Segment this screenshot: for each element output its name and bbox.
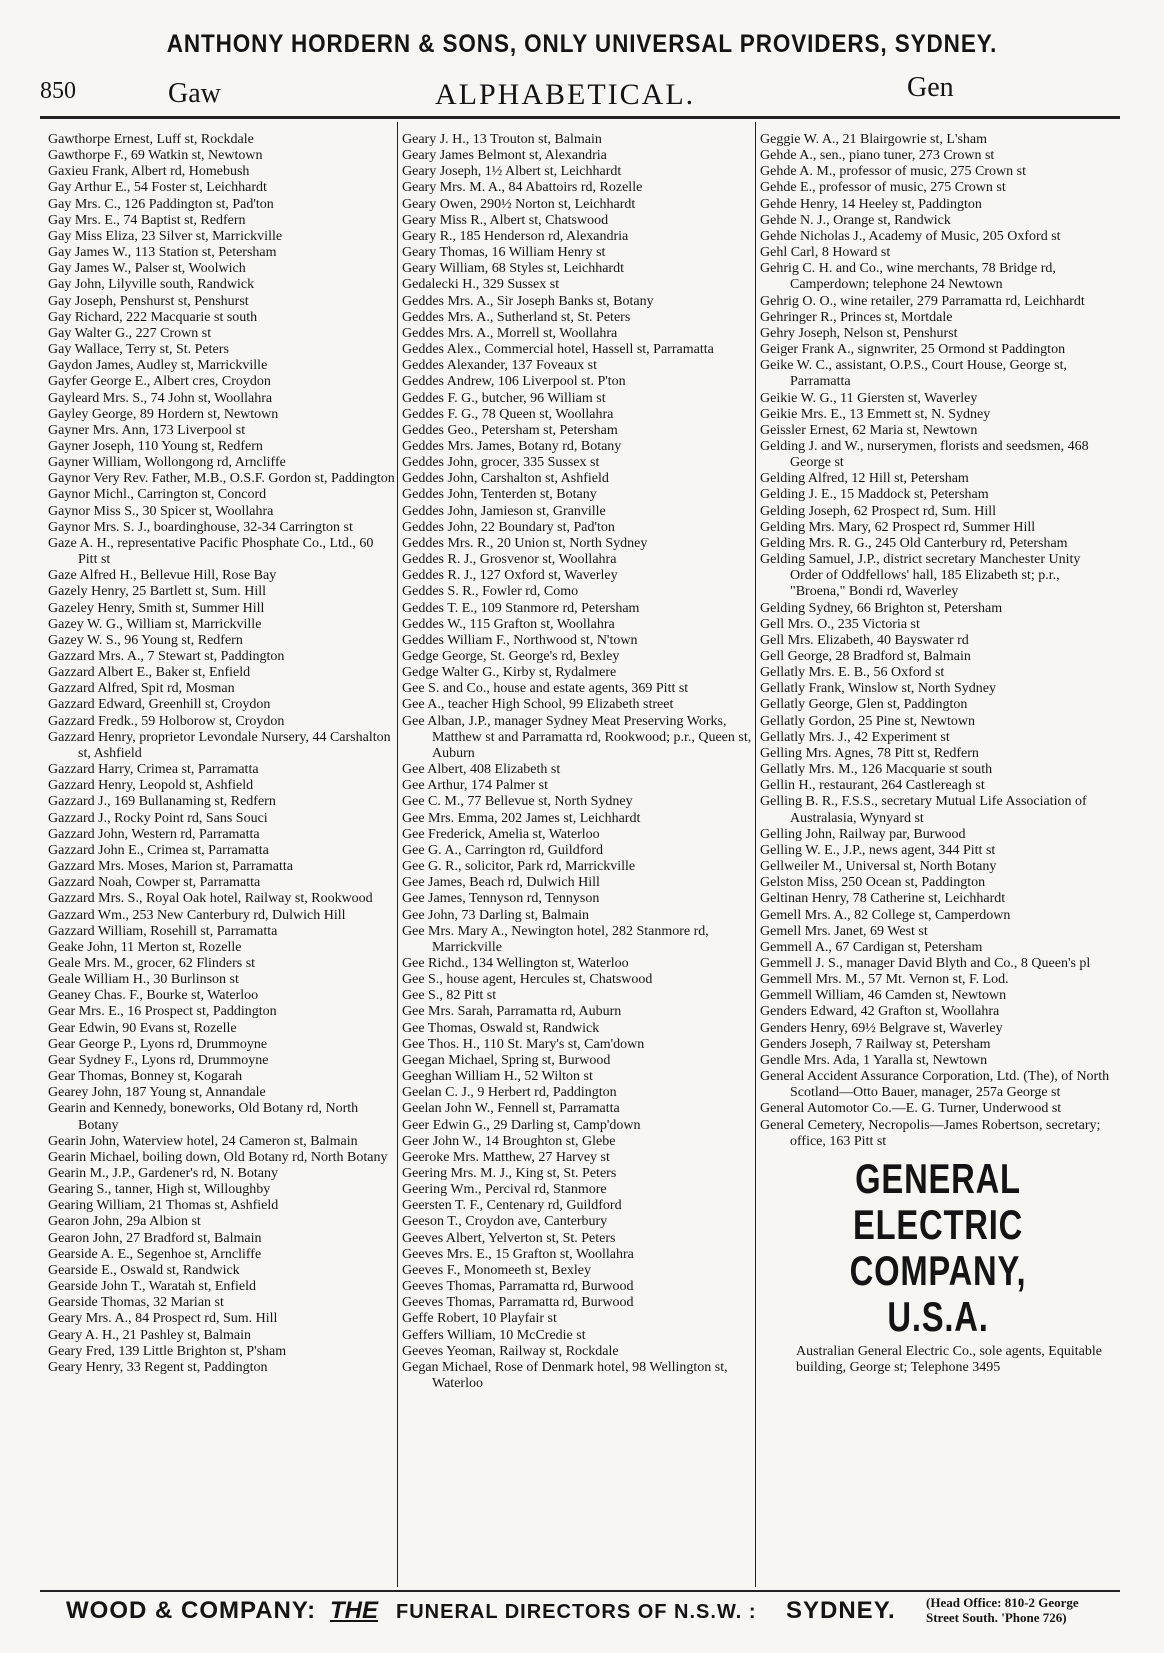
directory-entry: Gellatly Mrs. E. B., 56 Oxford st	[760, 665, 945, 681]
directory-entry: Geeves Yeoman, Railway st, Rockdale	[402, 1343, 619, 1359]
directory-entry: General Cemetery, Necropolis—James Robertson, secretary; office, 163 Pitt st	[760, 1117, 1101, 1149]
directory-entry: Geary Owen, 290½ Norton st, Leichhardt	[402, 196, 636, 212]
directory-entry: Gegan Michael, Rose of Denmark hotel, 98 Wellington st, Waterloo	[402, 1359, 728, 1392]
directory-entry: Gemmell Mrs. M., 57 Mt. Vernon st, F. Lod.	[760, 972, 1009, 988]
directory-entry: Gelding Sydney, 66 Brighton st, Petersham	[760, 600, 1003, 616]
directory-entry: Geeves Thomas, Parramatta rd, Burwood	[402, 1295, 634, 1311]
directory-entry: Gelding J. and W., nurserymen, florists and seedsmen, 468 George st	[760, 438, 1089, 471]
directory-entry: Gee G. A., Carrington rd, Guildford	[402, 842, 604, 858]
directory-entry: Gazzard J., 169 Bullanaming st, Redfern	[48, 794, 276, 810]
directory-entry: Gearside John T., Waratah st, Enfield	[48, 1279, 257, 1295]
directory-entry: Gehde Henry, 14 Heeley st, Paddington	[760, 196, 982, 212]
directory-entry: Gee James, Beach rd, Dulwich Hill	[402, 875, 600, 891]
directory-entry: Gelling John, Railway par, Burwood	[760, 826, 966, 842]
directory-entry: Gee Mrs. Sarah, Parramatta rd, Auburn	[402, 1004, 622, 1020]
directory-entry: Gearing S., tanner, High st, Willoughby	[48, 1182, 271, 1198]
directory-entry: Geeroke Mrs. Matthew, 27 Harvey st	[402, 1149, 610, 1165]
column-3-entries	[760, 132, 1116, 1150]
directory-entry: Gelding Alfred, 12 Hill st, Petersham	[760, 471, 969, 487]
directory-entry: Geggie W. A., 21 Blairgowrie st, L'sham	[760, 132, 988, 147]
directory-entry: Geary James Belmont st, Alexandria	[402, 148, 607, 164]
directory-entry: Gellatly Frank, Winslow st, North Sydney	[760, 681, 996, 697]
directory-entry: Geddes John, Tenterden st, Botany	[402, 487, 597, 503]
directory-entry: Gelding Joseph, 62 Prospect rd, Sum. Hill	[760, 503, 997, 519]
directory-column-2	[402, 132, 754, 1580]
directory-entry: Gazzard William, Rosehill st, Parramatta	[48, 923, 278, 939]
directory-entry: Geddes John, Jamieson st, Granville	[402, 503, 606, 519]
directory-entry: Gay John, Lilyville south, Randwick	[48, 277, 255, 293]
directory-entry: Geddes Alexander, 137 Foveaux st	[402, 358, 598, 374]
directory-entry: Geddes William F., Northwood st, N'town	[402, 632, 638, 648]
footer-rule	[40, 1590, 1120, 1592]
directory-entry: Gaynor Michl., Carrington st, Concord	[48, 487, 267, 503]
directory-entry: Gelding Samuel, J.P., district secretary Manchester Unity Order of Oddfellows' hall, 185 Elizabeth st; p.r., "Broena," Bondi rd, Waverley	[760, 552, 1081, 600]
directory-entry: Geikie W. G., 11 Giersten st, Waverley	[760, 390, 978, 406]
directory-entry: Geike W. C., assistant, O.P.S., Court House, George st, Parramatta	[760, 358, 1067, 390]
directory-entry: Gazzard Fredk., 59 Holborow st, Croydon	[48, 713, 285, 729]
directory-entry: Geersten T. F., Centenary rd, Guildford	[402, 1198, 622, 1214]
directory-entry: Gearin Michael, boiling down, Old Botany rd, North Botany	[48, 1149, 388, 1165]
directory-entry: Gee Thos. H., 110 St. Mary's st, Cam'down	[402, 1036, 645, 1052]
directory-entry: Gehl Carl, 8 Howard st	[760, 245, 891, 261]
directory-entry: Geddes S. R., Fowler rd, Como	[402, 584, 579, 600]
directory-entry: Geary Thomas, 16 William Henry st	[402, 245, 606, 261]
footer-office	[926, 1595, 1079, 1625]
directory-entry: Gee S. and Co., house and estate agents, 369 Pitt st	[402, 681, 689, 697]
directory-entry: Gelding Mrs. Mary, 62 Prospect rd, Summer Hill	[760, 519, 1036, 535]
directory-entry: Geddes F. G., 78 Queen st, Woollahra	[402, 406, 614, 422]
directory-entry: Gazzard Alfred, Spit rd, Mosman	[48, 681, 235, 697]
directory-entry: Gazzard Mrs. S., Royal Oak hotel, Railway st, Rookwood	[48, 891, 373, 907]
directory-entry: Geddes R. J., 127 Oxford st, Waverley	[402, 568, 618, 584]
directory-entry: Geddes Mrs. A., Morrell st, Woollahra	[402, 325, 618, 341]
directory-entry: Gay Joseph, Penshurst st, Penshurst	[48, 293, 249, 309]
directory-entry: Gee A., teacher High School, 99 Elizabeth street	[402, 697, 674, 713]
directory-entry: Gayley George, 89 Hordern st, Newtown	[48, 406, 279, 422]
directory-entry: Gaydon James, Audley st, Marrickville	[48, 358, 268, 374]
directory-entry: Geeson T., Croydon ave, Canterbury	[402, 1214, 608, 1230]
footer-office-line-1: (Head Office: 810-2 George	[926, 1595, 1079, 1610]
directory-entry: Gearing William, 21 Thomas st, Ashfield	[48, 1198, 279, 1214]
advert-title: GENERAL ELECTRIC COMPANY, U.S.A.	[849, 1154, 1027, 1340]
directory-entry: Geddes Mrs. R., 20 Union st, North Sydney	[402, 535, 648, 551]
directory-entry: Gedalecki H., 329 Sussex st	[402, 277, 560, 293]
last-catchword: Gen	[907, 72, 954, 103]
directory-entry: Gee Richd., 134 Wellington st, Waterloo	[402, 955, 629, 971]
directory-entry: Gell Mrs. O., 235 Victoria st	[760, 616, 920, 632]
directory-entry: Geary Fred, 139 Little Brighton st, P'sham	[48, 1343, 287, 1359]
directory-entry: Gazzard Edward, Greenhill st, Croydon	[48, 697, 271, 713]
advert-body: Australian General Electric Co., sole agents, Equitable building, George st; Telephone 3495	[796, 1343, 1102, 1376]
directory-entry: Gee S., 82 Pitt st	[402, 988, 497, 1004]
directory-entry: Geale William H., 30 Burlinson st	[48, 972, 239, 988]
directory-entry: Geddes F. G., butcher, 96 William st	[402, 390, 606, 406]
directory-entry: Gendle Mrs. Ada, 1 Yaralla st, Newtown	[760, 1052, 988, 1068]
directory-entry: Gazzard Henry, Leopold st, Ashfield	[48, 778, 254, 794]
directory-entry: Geer Edwin G., 29 Darling st, Camp'down	[402, 1117, 641, 1133]
directory-entry: Genders Joseph, 7 Railway st, Petersham	[760, 1036, 991, 1052]
directory-entry: Gee Alban, J.P., manager Sydney Meat Preserving Works, Matthew st and Parramatta rd, Rookwood; p.r., Queen st, Auburn	[402, 713, 752, 761]
directory-entry: Gelling Mrs. Agnes, 78 Pitt st, Redfern	[760, 745, 979, 761]
directory-entry: Geary Joseph, 1½ Albert st, Leichhardt	[402, 164, 622, 180]
directory-entry: Geddes Mrs. A., Sutherland st, St. Peters	[402, 309, 631, 325]
directory-entry: Gay James W., 113 Station st, Petersham	[48, 245, 277, 261]
directory-entry: Gayleard Mrs. S., 74 John st, Woollahra	[48, 390, 273, 406]
directory-entry: Geelan C. J., 9 Herbert rd, Paddington	[402, 1085, 617, 1101]
directory-entry: Gay Mrs. E., 74 Baptist st, Redfern	[48, 212, 246, 228]
directory-entry: Gearside A. E., Segenhoe st, Arncliffe	[48, 1246, 262, 1262]
directory-entry: Gayner William, Wollongong rd, Arncliffe	[48, 455, 286, 471]
footer-company: WOOD & COMPANY:	[66, 1597, 317, 1624]
directory-entry: Gear Edwin, 90 Evans st, Rozelle	[48, 1020, 237, 1036]
directory-entry: Gaynor Very Rev. Father, M.B., O.S.F. Gordon st, Paddington	[48, 471, 395, 487]
directory-entry: Gay Walter G., 227 Crown st	[48, 325, 212, 341]
directory-entry: Gehde A., sen., piano tuner, 273 Crown st	[760, 148, 995, 164]
directory-entry: Gee S., house agent, Hercules st, Chatswood	[402, 972, 653, 988]
directory-entry: Gay James W., Palser st, Woolwich	[48, 261, 246, 277]
directory-entry: Geddes John, grocer, 335 Sussex st	[402, 455, 600, 471]
directory-entry: Gazzard Henry, proprietor Levondale Nursery, 44 Carshalton st, Ashfield	[48, 729, 391, 761]
directory-entry: Geffers William, 10 McCredie st	[402, 1327, 586, 1343]
directory-entry: Geddes John, Carshalton st, Ashfield	[402, 471, 609, 487]
directory-entry: Gemell Mrs. Janet, 69 West st	[760, 923, 928, 939]
directory-entry: General Accident Assurance Corporation, Ltd. (The), of North Scotland—Otto Bauer, manager, 257a George st	[760, 1069, 1110, 1101]
directory-entry: Gemmell J. S., manager David Blyth and Co., 8 Queen's pl	[760, 955, 1091, 971]
footer-the: THE	[330, 1597, 378, 1624]
directory-entry: Geary R., 185 Henderson rd, Alexandria	[402, 228, 629, 244]
directory-entry: Gee Frederick, Amelia st, Waterloo	[402, 826, 600, 842]
directory-entry: Gazzard John E., Crimea st, Parramatta	[48, 842, 269, 858]
directory-entry: Gazeley Henry, Smith st, Summer Hill	[48, 600, 265, 616]
directory-entry: Gayner Mrs. Ann, 173 Liverpool st	[48, 422, 246, 438]
header-rule	[40, 116, 1120, 119]
footer-tagline: FUNERAL DIRECTORS OF N.S.W. :	[396, 1601, 757, 1623]
directory-entry: Geegan Michael, Spring st, Burwood	[402, 1052, 611, 1068]
directory-entry: Geffe Robert, 10 Playfair st	[402, 1311, 557, 1327]
page-banner: ANTHONY HORDERN & SONS, ONLY UNIVERSAL PROVIDERS, SYDNEY.	[166, 30, 998, 58]
directory-entry: Gellatly Mrs. J., 42 Experiment st	[760, 729, 950, 745]
directory-entry: Genders Edward, 42 Grafton st, Woollahra	[760, 1004, 1000, 1020]
directory-entry: Gee Albert, 408 Elizabeth st	[402, 762, 561, 778]
directory-entry: Gearin M., J.P., Gardener's rd, N. Botany	[48, 1166, 278, 1181]
directory-entry: Geer John W., 14 Broughton st, Glebe	[402, 1133, 616, 1149]
directory-entry: Gazely Henry, 25 Bartlett st, Sum. Hill	[48, 584, 266, 600]
directory-entry: Gear George P., Lyons rd, Drummoyne	[48, 1036, 268, 1052]
directory-entry: Geeves Albert, Yelverton st, St. Peters	[402, 1230, 616, 1246]
directory-entry: Gellatly George, Glen st, Paddington	[760, 697, 968, 713]
directory-entry: Gearon John, 27 Bradford st, Balmain	[48, 1230, 262, 1246]
footer-city: SYDNEY.	[786, 1597, 896, 1624]
directory-entry: Gawthorpe F., 69 Watkin st, Newtown	[48, 148, 263, 164]
directory-entry: Geikie Mrs. E., 13 Emmett st, N. Sydney	[760, 406, 991, 422]
directory-entry: Gaze Alfred H., Bellevue Hill, Rose Bay	[48, 568, 277, 584]
directory-entry: Gear Sydney F., Lyons rd, Drummoyne	[48, 1052, 269, 1068]
directory-entry: Geale Mrs. M., grocer, 62 Flinders st	[48, 955, 256, 971]
directory-entry: Geering Mrs. M. J., King st, St. Peters	[402, 1166, 617, 1181]
directory-entry: Gellatly Mrs. M., 126 Macquarie st south	[760, 762, 993, 778]
directory-entry: Geltinan Henry, 78 Catherine st, Leichhardt	[760, 891, 1006, 907]
directory-entry: Gazzard Wm., 253 New Canterbury rd, Dulwich Hill	[48, 907, 346, 923]
directory-entry: Gehringer R., Princes st, Mortdale	[760, 309, 953, 325]
directory-entry: Gee Mrs. Mary A., Newington hotel, 282 Stanmore rd, Marrickville	[402, 923, 709, 955]
directory-entry: Gear Mrs. E., 16 Prospect st, Paddington	[48, 1004, 277, 1020]
directory-entry: Gedge George, St. George's rd, Bexley	[402, 649, 620, 664]
directory-entry: Geddes Alex., Commercial hotel, Hassell st, Parramatta	[402, 342, 714, 358]
directory-entry: Genders Henry, 69½ Belgrave st, Waverley	[760, 1020, 1003, 1036]
directory-entry: Gell George, 28 Bradford st, Balmain	[760, 649, 971, 664]
directory-entry: Geering Wm., Percival rd, Stanmore	[402, 1182, 607, 1198]
column-divider-1	[397, 122, 398, 1587]
directory-entry: Gellweiler M., Universal st, North Botany	[760, 859, 997, 875]
directory-entry: Gaynor Mrs. S. J., boardinghouse, 32-34 Carrington st	[48, 519, 353, 535]
directory-entry: Gelding Mrs. R. G., 245 Old Canterbury rd, Petersham	[760, 535, 1068, 551]
directory-entry: Gehry Joseph, Nelson st, Penshurst	[760, 325, 958, 341]
directory-entry: Gay Wallace, Terry st, St. Peters	[48, 342, 229, 358]
directory-entry: Gee G. R., solicitor, Park rd, Marrickville	[402, 859, 636, 875]
directory-entry: Gehde A. M., professor of music, 275 Crown st	[760, 164, 1026, 180]
directory-entry: Gee C. M., 77 Bellevue st, North Sydney	[402, 794, 633, 810]
directory-entry: Geary J. H., 13 Trouton st, Balmain	[402, 132, 602, 147]
directory-entry: Gazey W. G., William st, Marrickville	[48, 616, 262, 632]
directory-entry: Geissler Ernest, 62 Maria st, Newtown	[760, 422, 978, 438]
directory-entry: Gayfer George E., Albert cres, Croydon	[48, 374, 271, 390]
directory-entry: Geeves Mrs. E., 15 Grafton st, Woollahra	[402, 1246, 634, 1262]
directory-entry: Geaney Chas. F., Bourke st, Waterloo	[48, 988, 259, 1004]
directory-entry: Geary Miss R., Albert st, Chatswood	[402, 212, 609, 228]
directory-entry: Gazzard John, Western rd, Parramatta	[48, 826, 260, 842]
directory-entry: Geddes Mrs. A., Sir Joseph Banks st, Botany	[402, 293, 654, 309]
directory-entry: Gemmell William, 46 Camden st, Newtown	[760, 988, 1007, 1004]
directory-entry: Gearin and Kennedy, boneworks, Old Botany rd, North Botany	[48, 1101, 359, 1133]
directory-entry: Gedge Walter G., Kirby st, Rydalmere	[402, 665, 617, 681]
directory-entry: Geddes T. E., 109 Stanmore rd, Petersham	[402, 600, 640, 616]
directory-entry: Gaxieu Frank, Albert rd, Homebush	[48, 164, 250, 180]
directory-entry: Geeves F., Monomeeth st, Bexley	[402, 1262, 592, 1278]
page-header	[40, 72, 1120, 112]
directory-entry: Gemmell A., 67 Cardigan st, Petersham	[760, 939, 983, 955]
directory-entry: Gellin H., restaurant, 264 Castlereagh st	[760, 778, 985, 794]
directory-entry: Gawthorpe Ernest, Luff st, Rockdale	[48, 132, 254, 147]
directory-entry: Gelston Miss, 250 Ocean st, Paddington	[760, 875, 986, 891]
directory-entry: Gearside E., Oswald st, Randwick	[48, 1262, 240, 1278]
directory-entry: Gehrig O. O., wine retailer, 279 Parramatta rd, Leichhardt	[760, 293, 1085, 309]
directory-entry: General Automotor Co.—E. G. Turner, Underwood st	[760, 1101, 1062, 1117]
page-number: 850	[40, 78, 76, 104]
directory-entry: Gehde Nicholas J., Academy of Music, 205 Oxford st	[760, 228, 1061, 244]
directory-entry: Gemell Mrs. A., 82 College st, Camperdown	[760, 907, 1011, 923]
directory-entry: Geddes R. J., Grosvenor st, Woollahra	[402, 552, 617, 568]
page-footer	[66, 1593, 1126, 1633]
directory-entry: Gayner Joseph, 110 Young st, Redfern	[48, 438, 263, 454]
directory-entry: Gee Mrs. Emma, 202 James st, Leichhardt	[402, 810, 641, 826]
directory-entry: Geeves Thomas, Parramatta rd, Burwood	[402, 1279, 634, 1295]
directory-entry: Gazzard Noah, Cowper st, Parramatta	[48, 875, 261, 891]
directory-entry: Gearon John, 29a Albion st	[48, 1214, 201, 1230]
directory-entry: Gear Thomas, Bonney st, Kogarah	[48, 1069, 243, 1085]
directory-entry: Gazzard J., Rocky Point rd, Sans Souci	[48, 810, 268, 826]
directory-entry: Gelding J. E., 15 Maddock st, Petersham	[760, 487, 989, 503]
directory-entry: Geddes John, 22 Boundary st, Pad'ton	[402, 519, 615, 535]
directory-entry: Geiger Frank A., signwriter, 25 Ormond st Paddington	[760, 342, 1066, 358]
directory-entry: Geeghan William H., 52 Wilton st	[402, 1069, 593, 1085]
directory-entry: Geddes W., 115 Grafton st, Woollahra	[402, 616, 615, 632]
directory-entry: Gay Richard, 222 Macquarie st south	[48, 309, 258, 325]
directory-entry: Gazzard Harry, Crimea st, Parramatta	[48, 762, 259, 778]
column-divider-2	[755, 122, 756, 1587]
directory-entry: Gazzard Mrs. A., 7 Stewart st, Paddington	[48, 649, 285, 664]
directory-entry: Gearey John, 187 Young st, Annandale	[48, 1085, 266, 1101]
directory-entry: Gee James, Tennyson rd, Tennyson	[402, 891, 600, 907]
directory-entry: Gay Miss Eliza, 23 Silver st, Marrickville	[48, 228, 283, 244]
first-catchword: Gaw	[168, 78, 221, 109]
directory-entry: Gee Arthur, 174 Palmer st	[402, 778, 549, 794]
directory-entry: Gay Mrs. C., 126 Paddington st, Pad'ton	[48, 196, 274, 212]
directory-entry: Geary Henry, 33 Regent st, Paddington	[48, 1359, 268, 1375]
directory-entry: Gellatly Gordon, 25 Pine st, Newtown	[760, 713, 976, 729]
directory-entry: Gelling B. R., F.S.S., secretary Mutual Life Association of Australasia, Wynyard st	[760, 794, 1087, 826]
directory-entry: Geary Mrs. A., 84 Prospect rd, Sum. Hill	[48, 1311, 278, 1327]
directory-entry: Gazzard Mrs. Moses, Marion st, Parramatta	[48, 859, 293, 875]
directory-entry: Geary A. H., 21 Pashley st, Balmain	[48, 1327, 251, 1343]
directory-entry: Geary William, 68 Styles st, Leichhardt	[402, 261, 624, 277]
directory-entry: Gearin John, Waterview hotel, 24 Cameron st, Balmain	[48, 1133, 358, 1149]
directory-entry: Gee Thomas, Oswald st, Randwick	[402, 1020, 600, 1036]
directory-entry: Gelling W. E., J.P., news agent, 344 Pitt st	[760, 842, 996, 858]
directory-entry: Gazey W. S., 96 Young st, Redfern	[48, 632, 243, 648]
directory-entry: Gehde N. J., Orange st, Randwick	[760, 212, 951, 228]
directory-entry: Geddes Geo., Petersham st, Petersham	[402, 422, 618, 438]
directory-entry: Geary Mrs. M. A., 84 Abattoirs rd, Rozelle	[402, 180, 643, 196]
directory-column-3	[760, 132, 1116, 1580]
directory-entry: Geddes Andrew, 106 Liverpool st. P'ton	[402, 374, 626, 390]
footer-office-line-2: Street South. 'Phone 726)	[926, 1610, 1067, 1625]
directory-entry: Gazzard Albert E., Baker st, Enfield	[48, 665, 251, 681]
directory-entry: Gaze A. H., representative Pacific Phosphate Co., Ltd., 60 Pitt st	[48, 535, 374, 568]
directory-entry: Gee John, 73 Darling st, Balmain	[402, 907, 590, 923]
directory-entry: Gay Arthur E., 54 Foster st, Leichhardt	[48, 180, 267, 196]
directory-entry: Geddes Mrs. James, Botany rd, Botany	[402, 438, 622, 454]
directory-entry: Gell Mrs. Elizabeth, 40 Bayswater rd	[760, 632, 969, 648]
directory-entry: Gehde E., professor of music, 275 Crown st	[760, 180, 1006, 196]
section-title: ALPHABETICAL.	[435, 78, 696, 111]
directory-entry: Gearside Thomas, 32 Marian st	[48, 1295, 224, 1311]
directory-entry: Gehrig C. H. and Co., wine merchants, 78 Bridge rd, Camperdown; telephone 24 Newtown	[760, 261, 1056, 293]
directory-entry: Gaynor Miss S., 30 Spicer st, Woollahra	[48, 503, 274, 519]
directory-entry: Geelan John W., Fennell st, Parramatta	[402, 1101, 620, 1117]
directory-entry: Geake John, 11 Merton st, Rozelle	[48, 939, 242, 955]
directory-column-1	[48, 132, 396, 1580]
